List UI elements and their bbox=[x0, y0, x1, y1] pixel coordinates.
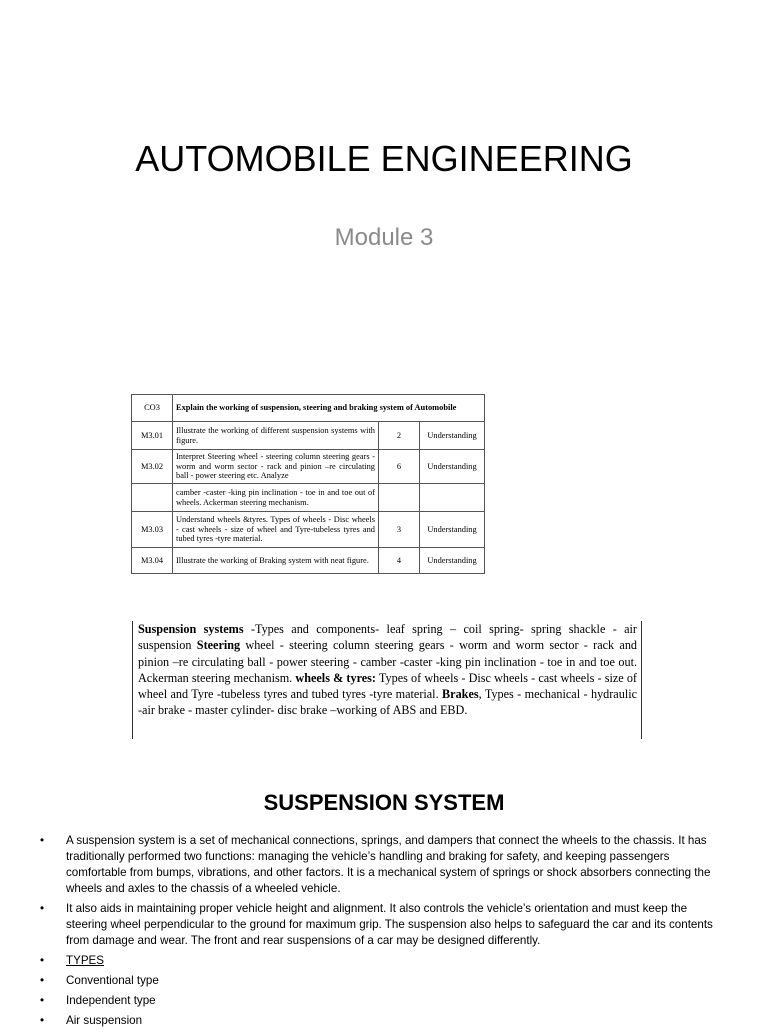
table-cell bbox=[132, 484, 173, 512]
list-item-text: TYPES bbox=[66, 954, 105, 967]
syllabus-term: Steering bbox=[196, 638, 241, 653]
table-cell: Understanding bbox=[420, 422, 485, 450]
table-cell: Illustrate the working of different suspension systems with figure. bbox=[173, 422, 379, 450]
page-subtitle: Module 3 bbox=[334, 224, 434, 251]
list-item-text: It also aids in maintaining proper vehicle height and alignment. It also controls the vehicle’s orientation and must keep the steering wheel perpendicular to the ground for maximum grip. The suspension also helps to safeguard the car and its contents from damage and wear. The front and rear suspensions of a car may be designed differently. bbox=[66, 902, 713, 947]
table-cell: M3.01 bbox=[132, 422, 173, 450]
table-cell: Interpret Steering wheel - steering column steering gears - worm and worm sector - rack and pinion –re circulating ball - power steering etc. Analyze bbox=[173, 450, 379, 484]
bullet-icon: • bbox=[40, 1014, 45, 1027]
bullet-list bbox=[40, 833, 730, 1033]
bullet-icon: • bbox=[40, 974, 45, 987]
table-cell: Understanding bbox=[420, 548, 485, 574]
table-cell: M3.02 bbox=[132, 450, 173, 484]
table-row bbox=[132, 548, 485, 574]
bullet-icon: • bbox=[40, 902, 45, 915]
syllabus-term: wheels & tyres: bbox=[295, 670, 376, 685]
syllabus-text: -Types and components- leaf spring – coil spring- spring shackle - air suspension bbox=[138, 622, 637, 653]
list-item-text: A suspension system is a set of mechanical connections, springs, and dampers that connect the wheels to the chassis. It has traditionally performed two functions: managing the vehicle’s handling and braking for safety, and keeping passengers comfortable from bumps, vibrations, and other factors. It is a mechanical system of springs or shock absorbers connecting the wheels and axles to the chassis of a wheeled vehicle. bbox=[66, 834, 711, 895]
table-row bbox=[132, 512, 485, 548]
bullet-icon: • bbox=[40, 834, 45, 847]
syllabus-term: Suspension systems bbox=[138, 622, 244, 636]
table-cell: Understanding bbox=[420, 512, 485, 548]
table-cell: Illustrate the working of Braking system with neat figure. bbox=[173, 548, 379, 574]
list-item bbox=[40, 993, 730, 1009]
list-item bbox=[40, 1013, 730, 1029]
list-item bbox=[40, 973, 730, 989]
table-cell bbox=[420, 484, 485, 512]
table-cell: Understand wheels &tyres. Types of wheels - Disc wheels - cast wheels - size of wheel and Tyre-tubeless tyres and tubed tyres -tyre material. bbox=[173, 512, 379, 548]
syllabus-text: Types of wheels - Disc wheels - cast wheels - size of wheel and Tyre -tubeless tyres and tubed tyres -tyre material. bbox=[138, 670, 637, 702]
table-cell: Understanding bbox=[420, 450, 485, 484]
table-row bbox=[132, 450, 485, 484]
syllabus-box bbox=[132, 621, 642, 739]
bullet-icon: • bbox=[40, 994, 45, 1007]
co-text-cell: Explain the working of suspension, steering and braking system of Automobile bbox=[173, 395, 485, 422]
section-heading: SUSPENSION SYSTEM bbox=[263, 790, 505, 815]
list-item-text: Conventional type bbox=[66, 974, 159, 987]
syllabus-term: Brakes bbox=[442, 687, 479, 702]
co-code-cell: CO3 bbox=[132, 395, 173, 422]
list-item bbox=[40, 901, 730, 949]
page-title: AUTOMOBILE ENGINEERING bbox=[135, 138, 633, 179]
table-cell: M3.04 bbox=[132, 548, 173, 574]
list-item bbox=[40, 953, 730, 969]
table-row bbox=[132, 484, 485, 512]
list-item bbox=[40, 833, 730, 897]
table-cell: M3.03 bbox=[132, 512, 173, 548]
list-item-text: Independent type bbox=[66, 994, 156, 1007]
table-cell: 2 bbox=[379, 422, 420, 450]
course-outcome-table bbox=[131, 394, 485, 574]
table-cell: 4 bbox=[379, 548, 420, 574]
table-cell bbox=[379, 484, 420, 512]
list-item-text: Air suspension bbox=[66, 1014, 143, 1027]
table-cell: 6 bbox=[379, 450, 420, 484]
table-cell: 3 bbox=[379, 512, 420, 548]
bullet-icon: • bbox=[40, 954, 45, 967]
syllabus-text: wheel - steering column steering gears - worm and worm sector - rack and pinion –re circulating ball - power steering - camber -caster -king pin inclination - toe in and toe out. Ackerman steering mechanism. bbox=[138, 638, 638, 685]
syllabus-text: , Types - mechanical - hydraulic -air brake - master cylinder- disc brake –working of ABS and EBD. bbox=[138, 687, 637, 718]
table-cell: camber -caster -king pin inclination - toe in and toe out of wheels. Ackerman steering mechanism. bbox=[173, 484, 379, 512]
table-row bbox=[132, 422, 485, 450]
table-row bbox=[132, 395, 485, 422]
